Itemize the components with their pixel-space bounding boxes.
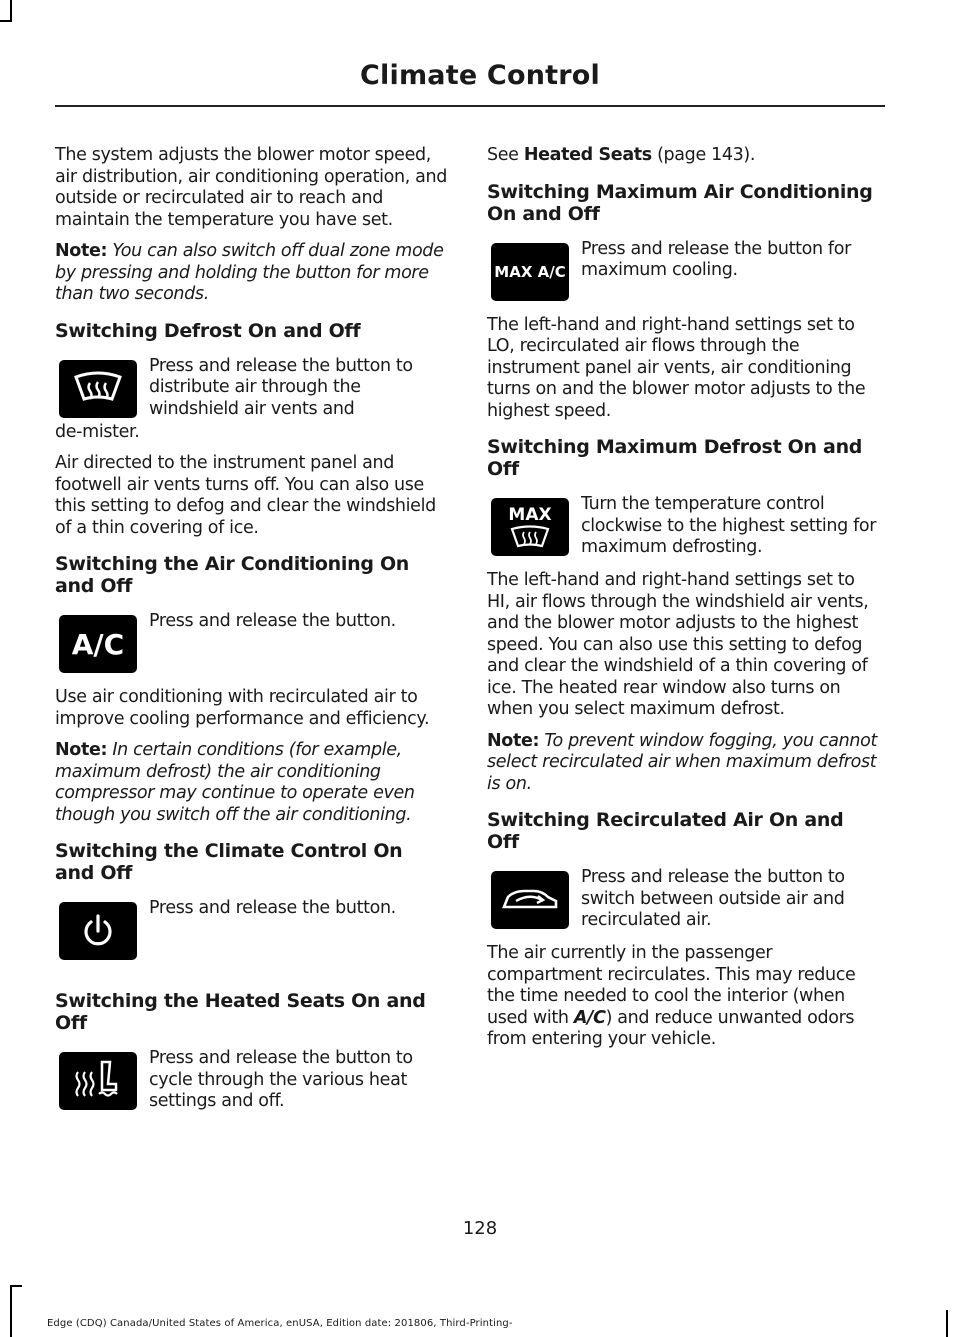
ac-instruction: Press and release the button. <box>149 611 396 631</box>
ac-emphasis: A/C <box>573 1007 606 1028</box>
note-label: Note: <box>55 740 108 760</box>
note-text: You can also switch off dual zone mode by pressing and holding the button for more than two seconds. <box>55 241 444 304</box>
max-defrost-block <box>487 494 879 560</box>
crop-mark <box>0 20 12 22</box>
defrost-block <box>55 356 447 444</box>
section-heading-max-defrost: Switching Maximum Defrost On and Off <box>487 436 863 480</box>
defrost-instruction-tail: de-mister. <box>55 421 140 442</box>
page-title: Climate Control <box>360 60 600 91</box>
see-reference <box>487 145 879 167</box>
max-ac-instruction: Press and release the button for maximum cooling. <box>581 238 851 280</box>
recirculated-paragraph <box>487 943 879 1051</box>
max-ac-paragraph: The left-hand and right-hand settings set to LO, recirculated air flows through the instrument panel air vents, air conditioning turns on and the blower motor adjusts to the highest speed. <box>487 314 866 421</box>
page-number: 128 <box>462 1218 498 1239</box>
heated-seats-instruction: Press and release the button to cycle through the various heat settings and off. <box>149 1048 413 1111</box>
ac-icon <box>59 615 137 673</box>
max-ac-icon-label: MAX A/C <box>494 262 566 281</box>
max-defrost-icon <box>491 498 569 556</box>
recirculated-instruction: Press and release the button to switch between outside air and recirculated air. <box>581 867 845 930</box>
max-defrost-paragraph: The left-hand and right-hand settings set to HI, air flows through the windshield air vents, and the blower motor adjusts to the highest speed. You can also use this setting to defog and clear the windshield of a thin covering of ice. The heated rear window also turns on when you select maximum defrost. <box>487 570 869 719</box>
note-paragraph <box>55 241 447 306</box>
see-suffix: (page 143). <box>651 145 756 165</box>
defrost-icon <box>59 360 137 418</box>
note-label: Note: <box>55 241 108 261</box>
intro-paragraph: The system adjusts the blower motor speed, air distribution, air conditioning operation, and outside or recirculated air to reach and maintain the temperature you have set. <box>55 145 447 230</box>
power-icon <box>59 902 137 960</box>
max-ac-block <box>487 239 879 305</box>
ac-block <box>55 611 447 677</box>
crop-mark <box>10 1285 12 1337</box>
note-text: In certain conditions (for example, maximum defrost) the air conditioning compressor may continue to operate even though you switch off the air conditioning. <box>55 740 415 825</box>
max-defrost-instruction: Turn the temperature control clockwise to the highest setting for maximum defrosting. <box>581 494 877 557</box>
section-heading-recirculated: Switching Recirculated Air On and Off <box>487 809 844 853</box>
heated-seats-block <box>55 1048 447 1114</box>
footer-text: Edge (CDQ) Canada/United States of America, enUSA, Edition date: 201806, Third-Printing- <box>47 1318 513 1329</box>
climate-instruction: Press and release the button. <box>149 898 396 918</box>
climate-block <box>55 898 447 964</box>
ac-note-paragraph <box>55 740 447 826</box>
heated-seat-icon <box>59 1052 137 1110</box>
max-defrost-icon-label: MAX <box>508 505 552 525</box>
recirculated-block <box>487 867 879 933</box>
defrost-instruction: Press and release the button to distribute air through the windshield air vents and <box>149 355 413 419</box>
note-label: Note: <box>487 730 540 751</box>
right-column <box>487 145 879 1061</box>
crop-mark <box>10 1285 22 1287</box>
defrost-paragraph: Air directed to the instrument panel and footwell air vents turns off. You can also use this setting to defog and clear the windshield of a thin covering of ice. <box>55 453 436 538</box>
section-heading-climate: Switching the Climate Control On and Off <box>55 840 403 884</box>
see-link: Heated Seats <box>523 145 652 165</box>
recirculated-text-a: The air currently in the passenger compartment recirculates. This may reduce the time needed to cool the interior (when used with <box>487 943 856 1028</box>
ac-paragraph: Use air conditioning with recirculated air to improve cooling performance and efficiency. <box>55 687 430 729</box>
max-ac-icon <box>491 243 569 301</box>
ac-icon-label: A/C <box>71 627 125 661</box>
max-defrost-note-paragraph <box>487 731 879 796</box>
note-text: To prevent window fogging, you cannot select recirculated air when maximum defrost is on. <box>487 730 877 794</box>
section-heading-defrost: Switching Defrost On and Off <box>55 319 361 342</box>
crop-mark <box>946 1310 948 1337</box>
section-heading-heated-seats: Switching the Heated Seats On and Off <box>55 990 426 1034</box>
section-heading-ac: Switching the Air Conditioning On and Off <box>55 553 410 597</box>
header-rule <box>55 105 885 107</box>
left-column <box>55 145 447 1124</box>
recirculate-icon <box>491 871 569 929</box>
crop-mark <box>10 0 12 20</box>
see-prefix: See <box>487 145 524 165</box>
section-heading-max-ac: Switching Maximum Air Conditioning On and Off <box>487 180 873 225</box>
recirculated-text-b: ) and reduce unwanted odors from entering your vehicle. <box>487 1007 855 1049</box>
